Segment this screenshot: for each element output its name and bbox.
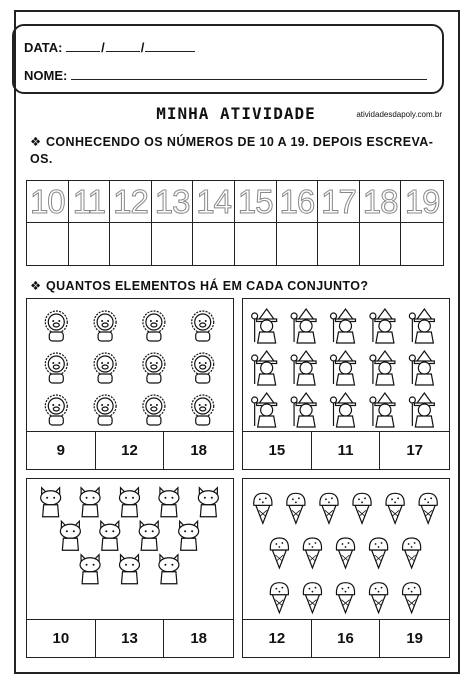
number-tracing-grid xyxy=(26,180,444,266)
date-line xyxy=(24,40,195,55)
witch-icon xyxy=(331,393,356,427)
witch-icon xyxy=(409,393,434,427)
answer-options xyxy=(243,619,449,657)
witch-icon xyxy=(331,309,356,343)
answer-option[interactable]: 17 xyxy=(406,442,423,459)
trace-number-cell xyxy=(110,181,152,223)
title-row xyxy=(14,100,458,130)
answer-option[interactable]: 10 xyxy=(27,620,96,657)
answer-option[interactable]: 12 xyxy=(96,432,165,469)
witch-icon xyxy=(409,309,434,343)
write-number-cell[interactable] xyxy=(401,223,443,265)
lion-icon xyxy=(143,395,165,425)
ice-cream-icon xyxy=(270,538,288,568)
write-number-cell[interactable] xyxy=(277,223,319,265)
lion-icon xyxy=(45,311,67,341)
trace-number-cell xyxy=(318,181,360,223)
cat-icon xyxy=(80,555,100,584)
witch-icon xyxy=(370,351,395,385)
cat-icon xyxy=(120,555,140,584)
ice-cream-icon xyxy=(386,493,404,523)
ice-cream-icon xyxy=(303,583,321,613)
student-info-box xyxy=(12,24,444,94)
write-number-cell[interactable] xyxy=(27,223,69,265)
answer-option[interactable]: 11 xyxy=(312,432,381,469)
lion-icon xyxy=(94,353,116,383)
date-label: DATA: xyxy=(24,40,63,55)
witch-icon xyxy=(252,309,277,343)
write-number-cell[interactable] xyxy=(193,223,235,265)
dotted-number: 12 xyxy=(113,182,148,220)
answer-options xyxy=(27,619,233,657)
lion-icon xyxy=(94,311,116,341)
answer-option[interactable]: 18 xyxy=(190,442,207,459)
trace-number-cell xyxy=(235,181,277,223)
trace-number-cell xyxy=(277,181,319,223)
answer-option[interactable]: 16 xyxy=(312,620,381,657)
set-box-cats xyxy=(26,478,234,658)
dotted-number: 15 xyxy=(237,182,273,220)
ice-cream-icon xyxy=(336,538,354,568)
diamond-bullet-icon: ❖ xyxy=(30,279,42,293)
trace-number-cell xyxy=(152,181,194,223)
ice-cream-icon xyxy=(403,583,421,613)
cat-icon xyxy=(179,521,199,550)
cat-set xyxy=(27,479,232,619)
cat-icon xyxy=(198,488,218,517)
lion-icon xyxy=(192,353,214,383)
lion-icon xyxy=(143,353,165,383)
ice-cream-icon xyxy=(254,493,272,523)
page-title: MINHA ATIVIDADE xyxy=(156,104,316,123)
answer-options xyxy=(243,431,449,469)
witch-icon xyxy=(291,309,316,343)
ice-cream-icon xyxy=(403,538,421,568)
ice-cream-icon xyxy=(320,493,338,523)
dotted-number: 16 xyxy=(279,182,315,220)
answer-option[interactable]: 9 xyxy=(27,432,96,469)
dotted-number: 18 xyxy=(362,182,398,220)
lion-icon xyxy=(94,395,116,425)
ice-cream-icon xyxy=(336,583,354,613)
dotted-number: 19 xyxy=(404,182,440,220)
instruction-text: CONHECENDO OS NÚMEROS DE 10 A 19. DEPOIS ESCREVA-OS. xyxy=(30,135,434,166)
ice-cream-set xyxy=(243,479,448,619)
lion-icon xyxy=(192,395,214,425)
write-number-cell[interactable] xyxy=(318,223,360,265)
witch-icon xyxy=(291,351,316,385)
write-number-cell[interactable] xyxy=(110,223,152,265)
answer-option[interactable]: 13 xyxy=(96,620,165,657)
lion-icon xyxy=(45,395,67,425)
answer-options xyxy=(27,431,233,469)
cat-icon xyxy=(80,488,100,517)
write-number-cell[interactable] xyxy=(69,223,111,265)
answer-option[interactable]: 12 xyxy=(243,620,312,657)
date-month-field[interactable] xyxy=(106,40,140,52)
witch-icon xyxy=(409,351,434,385)
lion-icon xyxy=(143,311,165,341)
dotted-number: 10 xyxy=(29,182,65,220)
set-box-witches xyxy=(242,298,450,470)
witch-icon xyxy=(252,393,277,427)
date-year-field[interactable] xyxy=(145,40,195,52)
cat-icon xyxy=(60,521,80,550)
lion-icon xyxy=(192,311,214,341)
ice-cream-icon xyxy=(303,538,321,568)
witch-icon xyxy=(370,309,395,343)
ice-cream-icon xyxy=(353,493,371,523)
dotted-number: 14 xyxy=(196,182,232,220)
cat-icon xyxy=(41,488,61,517)
date-separator: / xyxy=(101,40,105,55)
answer-option[interactable]: 18 xyxy=(190,630,207,647)
ice-cream-icon xyxy=(270,583,288,613)
witch-icon xyxy=(252,351,277,385)
witch-set xyxy=(243,299,448,431)
ice-cream-icon xyxy=(419,493,437,523)
answer-option[interactable]: 15 xyxy=(243,432,312,469)
ice-cream-icon xyxy=(369,538,387,568)
cat-icon xyxy=(100,521,120,550)
cat-icon xyxy=(139,521,159,550)
dotted-number: 17 xyxy=(321,182,356,220)
write-number-cell[interactable] xyxy=(235,223,277,265)
cat-icon xyxy=(159,488,179,517)
trace-number-cell xyxy=(360,181,402,223)
trace-number-cell xyxy=(401,181,443,223)
set-box-ice-creams xyxy=(242,478,450,658)
answer-option[interactable]: 19 xyxy=(406,630,423,647)
trace-number-cell xyxy=(69,181,111,223)
write-number-cell[interactable] xyxy=(152,223,194,265)
diamond-bullet-icon: ❖ xyxy=(30,135,42,149)
date-separator: / xyxy=(140,40,145,55)
witch-icon xyxy=(291,393,316,427)
set-box-lions xyxy=(26,298,234,470)
date-day-field[interactable] xyxy=(66,40,100,52)
instruction-1 xyxy=(30,134,440,168)
dotted-number: 13 xyxy=(154,182,190,220)
ice-cream-icon xyxy=(369,583,387,613)
name-field[interactable] xyxy=(71,68,427,80)
dotted-number: 11 xyxy=(72,182,106,220)
instruction-2 xyxy=(30,278,440,295)
site-credit: atividadesdapoly.com.br xyxy=(356,110,442,119)
trace-number-cell xyxy=(193,181,235,223)
witch-icon xyxy=(370,393,395,427)
name-line xyxy=(24,68,427,83)
instruction-text: QUANTOS ELEMENTOS HÁ EM CADA CONJUNTO? xyxy=(46,279,369,293)
write-number-cell[interactable] xyxy=(360,223,402,265)
trace-number-cell xyxy=(27,181,69,223)
witch-icon xyxy=(331,351,356,385)
ice-cream-icon xyxy=(287,493,305,523)
name-label: NOME: xyxy=(24,68,68,83)
cat-icon xyxy=(120,488,140,517)
lion-set xyxy=(27,299,232,431)
cat-icon xyxy=(159,555,179,584)
lion-icon xyxy=(45,353,67,383)
